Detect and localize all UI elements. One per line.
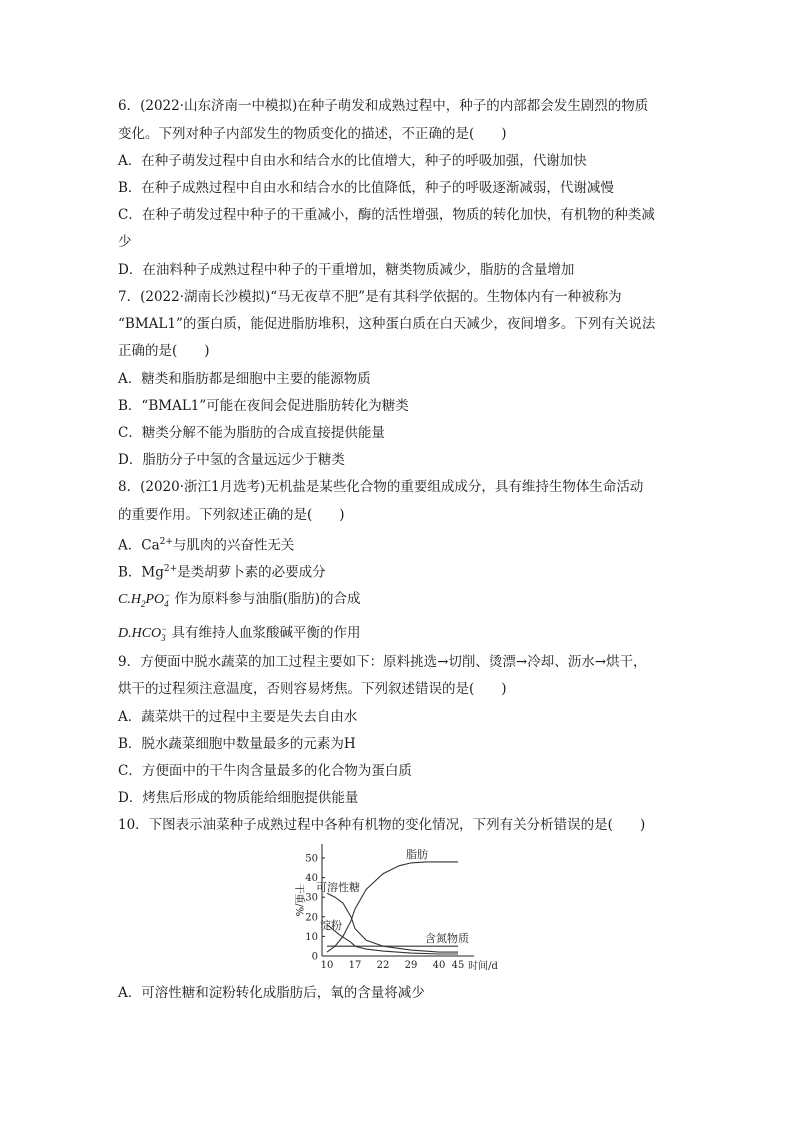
q8-b-prefix: B．Mg	[118, 564, 164, 581]
q9-option-a: A．蔬菜烘干的过程中主要是失去自由水	[118, 709, 358, 725]
q8-option-d	[118, 625, 361, 643]
q10-option-a: A．可溶性糖和淀粉转化成脂肪后，氧的含量将减少	[118, 985, 425, 1001]
q9-stem-line1: 9．方便面中脱水蔬菜的加工过程主要如下：原料挑选→切削、烫漂→冷却、沥水→烘干，	[118, 654, 647, 670]
y-tick-label: 10	[305, 931, 318, 943]
y-tick-label: 40	[305, 873, 318, 885]
q6-option-a: A．在种子萌发过程中自由水和结合水的比值增大，种子的呼吸加强，代谢加快	[118, 153, 587, 169]
q8-c-text: 作为原料参与油脂(脂肪)的合成	[174, 591, 361, 608]
q8-option-c	[118, 591, 361, 612]
q9-option-d: D．烤焦后形成的物质能给细胞提供能量	[118, 790, 359, 806]
q8-stem-line2: 的重要作用。下列叙述正确的是( )	[118, 507, 345, 523]
x-tick-label: 17	[348, 960, 362, 971]
q9-option-b: B．脱水蔬菜细胞中数量最多的元素为H	[118, 736, 356, 752]
q8-a-text: 与肌肉的兴奋性无关	[172, 537, 295, 554]
q8-b-charge: 2+	[163, 564, 178, 574]
series-label-1: 可溶性糖	[316, 881, 360, 894]
q8-a-prefix: A．Ca	[118, 537, 160, 554]
q9-option-c: C．方便面中的干牛肉含量最多的化合物为蛋白质	[118, 763, 412, 779]
q6-option-c-line1: C．在种子萌发过程中种子的干重减小，酶的活性增强，物质的转化加快，有机物的种类减	[118, 207, 655, 223]
x-tick-label: 29	[404, 960, 418, 971]
q8-option-a	[118, 534, 294, 554]
q7-option-d: D．脂肪分子中氢的含量远远少于糖类	[118, 452, 345, 468]
q8-stem-line1: 8．(2020·浙江1月选考)无机盐是某些化合物的重要组成成分，具有维持生物体生命活动	[118, 479, 644, 495]
q8-a-charge: 2+	[159, 537, 173, 547]
q8-d-formula: D.HCO − 3	[118, 624, 168, 643]
q7-stem-line2: “BMAL1”的蛋白质，能促进脂肪堆积，这种蛋白质在白天减少，夜间增多。下列有关说法	[118, 316, 656, 332]
q8-d-text: 具有维持人血浆酸碱平衡的作用	[171, 625, 361, 642]
q10-stem: 10．下图表示油菜种子成熟过程中各种有机物的变化情况，下列有关分析错误的是( )	[118, 817, 646, 833]
q9-stem-line2: 烘干的过程须注意温度，否则容易烤焦。下列叙述错误的是( )	[118, 681, 507, 697]
q7-option-b: B．“BMAL1”可能在夜间会促进脂肪转化为糖类	[118, 398, 409, 414]
q6-option-c-line2: 少	[118, 234, 132, 250]
x-tick-label: 40	[432, 960, 446, 971]
q7-stem-line3: 正确的是( )	[118, 343, 210, 359]
x-tick-label: 10	[320, 960, 334, 971]
series-label-3: 含氮物质	[425, 932, 469, 945]
q8-option-b	[118, 561, 326, 581]
series-label-0: 脂肪	[406, 848, 428, 861]
y-tick-label: 50	[305, 853, 318, 865]
y-axis-label: 干重/%	[293, 883, 304, 917]
q6-stem-line2: 变化。下列对种子内部发生的物质变化的描述，不正确的是( )	[118, 126, 507, 142]
organic-matter-chart	[282, 838, 512, 978]
q6-option-d: D．在油料种子成熟过程中种子的干重增加，糖类物质减少，脂肪的含量增加	[118, 262, 575, 278]
q8-b-text: 是类胡萝卜素的必要成分	[177, 564, 326, 581]
series-label-2: 淀粉	[320, 919, 342, 932]
q6-stem-line1: 6．(2022·山东济南一中模拟)在种子萌发和成熟过程中，种子的内部都会发生剧烈的物质	[118, 98, 649, 114]
y-tick-label: 20	[305, 912, 318, 924]
q7-option-c: C．糖类分解不能为脂肪的合成直接提供能量	[118, 425, 385, 441]
q6-option-b: B．在种子成熟过程中自由水和结合水的比值降低，种子的呼吸逐渐减弱，代谢减慢	[118, 180, 614, 196]
x-axis-label: 时间/d	[468, 961, 498, 972]
x-tick-label: 45	[451, 960, 465, 971]
y-tick-label: 30	[305, 892, 318, 904]
q7-option-a: A．糖类和脂肪都是细胞中主要的能源物质	[118, 371, 371, 387]
q8-c-formula: $C.H_2PO$ − 4	[118, 590, 171, 610]
x-tick-label: 22	[376, 960, 390, 971]
q7-stem-line1: 7．(2022·湖南长沙模拟)“马无夜草不肥”是有其科学依据的。生物体内有一种被称为	[118, 289, 622, 305]
y-tick-label: 0	[311, 951, 318, 963]
